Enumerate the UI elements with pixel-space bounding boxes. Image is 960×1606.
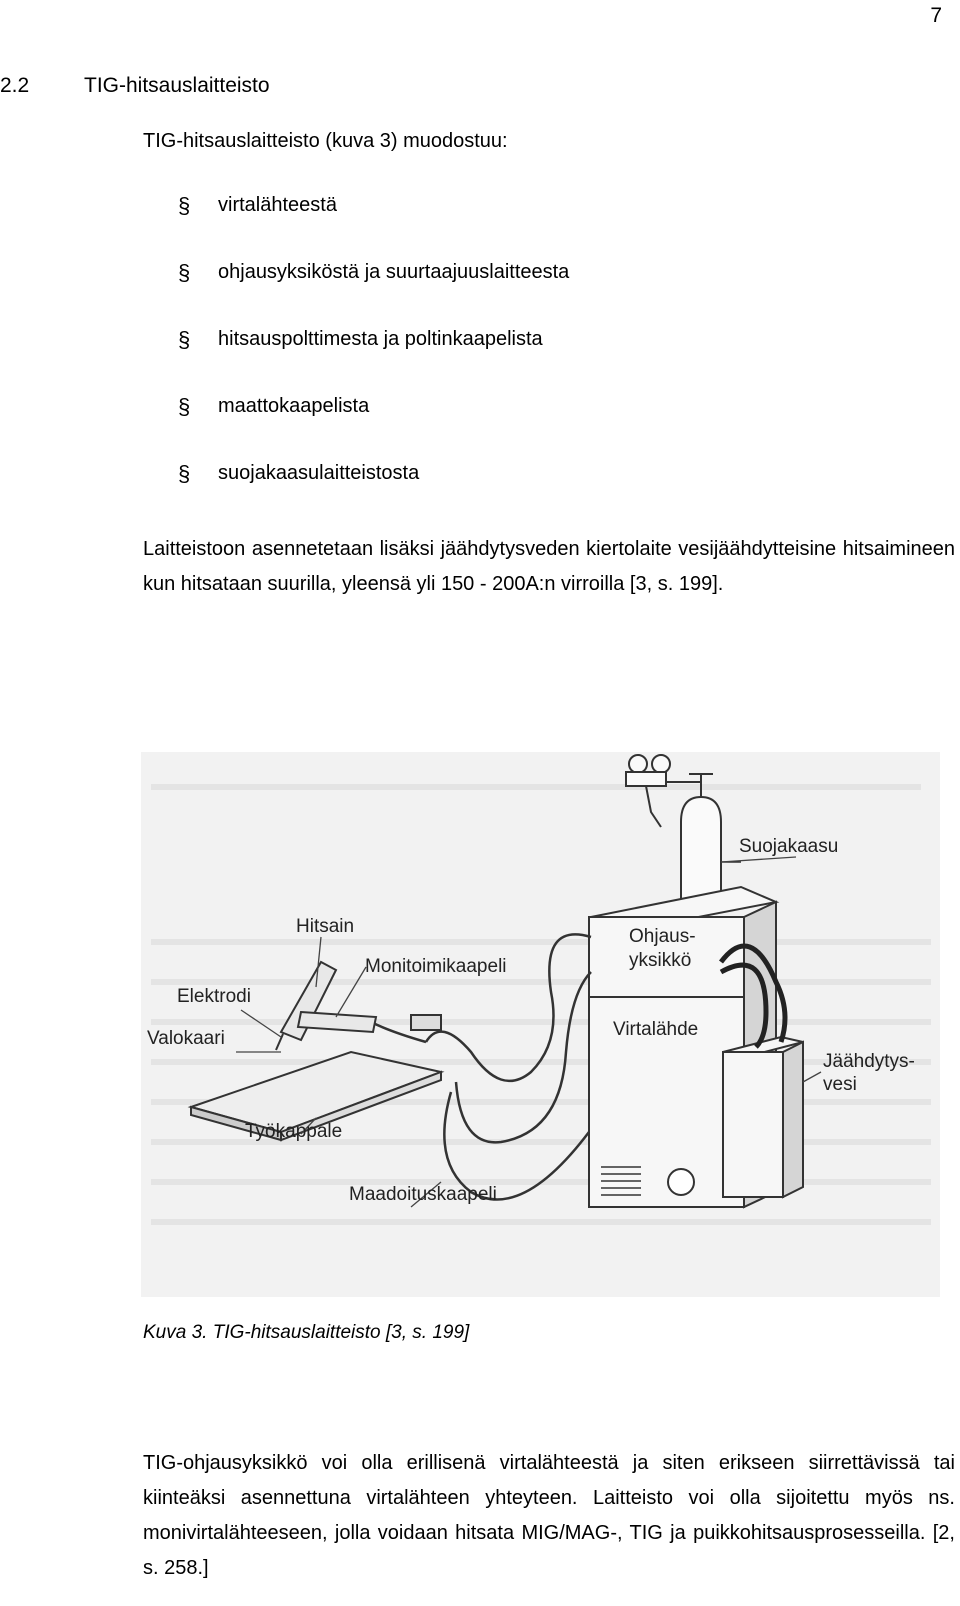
list-item — [178, 395, 569, 462]
list-item — [178, 328, 569, 395]
list-item — [178, 261, 569, 328]
label-valokaari: Valokaari — [147, 1028, 225, 1049]
list-item — [178, 194, 569, 261]
label-maadoituskaapeli: Maadoituskaapeli — [349, 1184, 497, 1205]
paragraph-cooling: Laitteistoon asennetetaan lisäksi jäähdytysveden kiertolaite vesijäähdytteisine hitsaimineen kun hitsataan suurilla, yleensä yli 150 - 200A:n virroilla [3, s. 199]. — [143, 538, 955, 595]
section-sign-bullet: § — [178, 327, 191, 352]
label-elektrodi: Elektrodi — [177, 986, 251, 1007]
intro-text: TIG-hitsauslaitteisto (kuva 3) muodostuu: — [143, 130, 508, 152]
label-jaahdytys2: vesi — [823, 1074, 857, 1095]
section-number: 2.2 — [0, 74, 30, 97]
section-sign-bullet: § — [178, 461, 191, 486]
section-sign-bullet: § — [178, 193, 191, 218]
section-sign-bullet: § — [178, 260, 191, 285]
tig-equipment-figure — [141, 752, 940, 1297]
paragraph-control-unit: TIG-ohjausyksikkö voi olla erillisenä virtalähteestä ja siten erikseen siirrettävissä tai kiinteäksi asennettuna virtalähteen yhteyteen. Laitteisto voi olla sijoitettu myös ns. monivirtalähteeseen, jolla voidaan hitsata MIG/MAG-, TIG ja puikkohitsausprosesseilla. [2, s. 258.] — [143, 1452, 955, 1579]
page-number: 7 — [930, 4, 942, 27]
label-ohjaus2: yksikkö — [629, 950, 692, 971]
label-tyokappale: Työkappale — [245, 1121, 343, 1142]
label-virtalahde: Virtalähde — [613, 1019, 699, 1040]
list-item-text: suojakaasulaitteistosta — [218, 462, 420, 484]
list-item-text: virtalähteestä — [218, 194, 337, 216]
list-item-text: ohjausyksiköstä ja suurtaajuuslaitteesta — [218, 261, 570, 283]
label-hitsain: Hitsain — [296, 916, 355, 937]
section-title: TIG-hitsauslaitteisto — [84, 74, 270, 97]
label-suojakaasu: Suojakaasu — [739, 836, 839, 857]
figure-caption: Kuva 3. TIG-hitsauslaitteisto [3, s. 199] — [143, 1322, 470, 1343]
list-item-text: hitsauspolttimesta ja poltinkaapelista — [218, 328, 543, 350]
ground-clamp-icon — [411, 1015, 441, 1030]
component-list — [178, 194, 569, 529]
cooling-unit-icon — [723, 1037, 803, 1197]
section-sign-bullet: § — [178, 394, 191, 419]
list-item — [178, 462, 569, 529]
label-monitoimikaapeli: Monitoimikaapeli — [365, 956, 507, 977]
label-jaahdytys1: Jäähdytys- — [823, 1051, 915, 1072]
label-ohjaus1: Ohjaus- — [629, 926, 696, 947]
list-item-text: maattokaapelista — [218, 395, 370, 417]
